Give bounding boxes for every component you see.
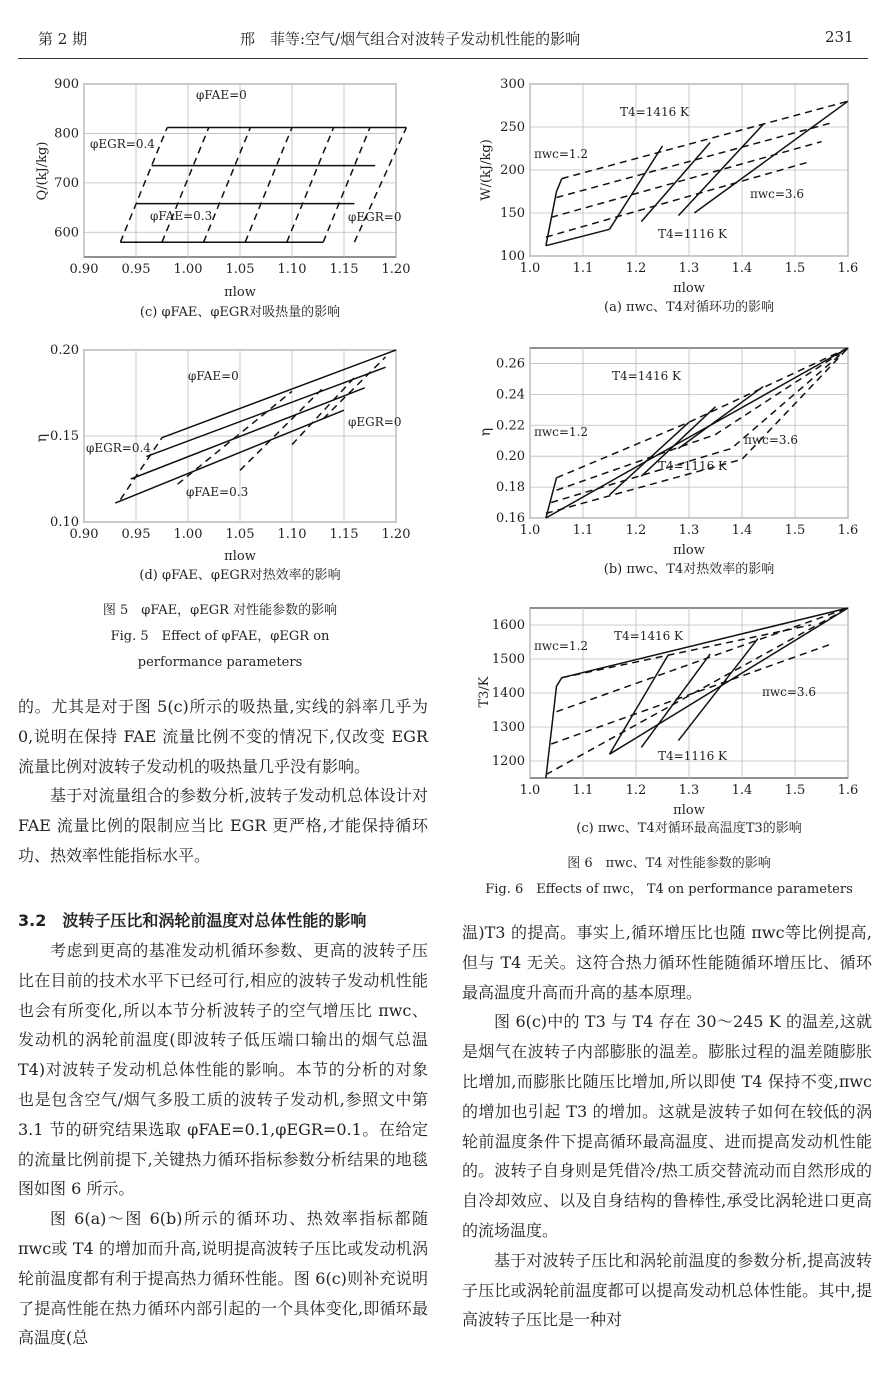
chart-5c (18, 76, 418, 326)
section-heading: 3.2 波转子压比和涡轮前温度对总体性能的影响 (18, 911, 367, 930)
y-tick-label: 600 (54, 225, 79, 241)
chart-6a-ylabel: W/(kJ/kg) (479, 139, 494, 201)
running-title: 邢 菲等:空气/烟气组合对波转子发动机性能的影响 (240, 30, 581, 48)
x-tick-label: 1.1 (572, 261, 594, 276)
series-line-6 (562, 101, 848, 178)
chart-6b-title: (b) πwc、T4对热效率的影响 (603, 562, 775, 577)
y-tick-label: 1300 (491, 720, 525, 735)
y-tick-label: 900 (54, 77, 79, 92)
y-tick-label: 1400 (491, 686, 525, 701)
chart-6c-xlabel: πlow (673, 803, 705, 818)
x-tick-label: 1.15 (329, 527, 359, 542)
x-tick-label: 0.95 (121, 262, 151, 277)
chart-6b-annotation-0: T4=1416 K (612, 369, 682, 383)
chart-6c-annotation-3: T4=1116 K (658, 749, 728, 763)
x-tick-label: 1.4 (731, 783, 753, 798)
right-paragraph-1: 温)T3 的提高。事实上,循环增压比也随 πwc等比例提高,但与 T4 无关。这符合热力循环性能随循环增压比、循环最高温度升高而升高的基本原理。 (462, 923, 872, 1002)
chart-5d-annotation-0: φFAE=0 (188, 369, 239, 383)
series-line-1 (546, 229, 610, 245)
x-tick-label: 1.0 (519, 523, 541, 538)
series-line-9 (562, 625, 811, 678)
x-tick-label: 1.4 (731, 261, 753, 276)
x-tick-label: 1.10 (277, 262, 307, 277)
chart-6c-ylabel: T3/K (477, 676, 492, 708)
chart-6a-xlabel: πlow (673, 281, 705, 296)
y-tick-label: 0.26 (496, 356, 525, 372)
chart-5c-annotation-0: φFAE=0 (196, 88, 247, 102)
x-tick-label: 0.90 (69, 527, 99, 542)
figure6-caption-en: Fig. 6 Effects of πwc， T4 on performance parameters (485, 882, 853, 897)
x-tick-label: 1.00 (173, 262, 203, 277)
x-tick-label: 1.10 (277, 527, 307, 542)
y-tick-label: 1200 (491, 754, 525, 769)
y-tick-label: 700 (54, 175, 79, 191)
x-tick-label: 1.20 (381, 527, 411, 542)
chart-6a (462, 74, 872, 324)
x-tick-label: 1.1 (572, 523, 594, 538)
y-tick-label: 0.10 (50, 515, 79, 530)
x-tick-label: 1.05 (225, 262, 255, 277)
figure5-caption (18, 598, 422, 676)
y-tick-label: 0.20 (496, 449, 525, 465)
figure5-caption-cn: 图 5 φFAE，φEGR 对性能参数的影响 (102, 603, 338, 618)
chart-6a-annotation-1: πwc=1.2 (534, 147, 589, 161)
chart-5d-annotation-2: φFAE=0.3 (186, 485, 249, 499)
x-tick-label: 0.95 (121, 527, 151, 542)
x-tick-label: 1.0 (519, 261, 541, 276)
y-tick-label: 1500 (491, 652, 525, 667)
y-tick-label: 0.15 (50, 429, 79, 444)
x-tick-label: 1.1 (572, 783, 594, 798)
y-tick-label: 150 (500, 206, 525, 221)
chart-5c-annotation-3: φEGR=0 (348, 210, 402, 224)
header-rule (18, 58, 868, 59)
y-tick-label: 200 (500, 163, 525, 178)
x-tick-label: 0.90 (69, 262, 99, 277)
y-tick-label: 300 (500, 77, 525, 92)
chart-5c-xlabel: πlow (224, 285, 256, 300)
right-paragraph-3: 基于对波转子压比和涡轮前温度的参数分析,提高波转子压比或涡轮前温度都可以提高发动机总体性能。其中,提高波转子压比是一种对 (462, 1250, 872, 1330)
y-tick-label: 0.22 (496, 418, 525, 434)
chart-5d (18, 342, 418, 592)
chart-5c-title: (c) φFAE、φEGR对吸热量的影响 (139, 305, 341, 320)
x-tick-label: 1.05 (225, 527, 255, 542)
left-column-top (18, 692, 428, 871)
x-tick-label: 1.3 (678, 261, 700, 276)
chart-5d-ylabel: η (34, 433, 50, 443)
chart-5c-annotation-1: φEGR=0.4 (90, 137, 155, 151)
chart-6b-ylabel: η (478, 427, 494, 437)
series-line-3 (641, 654, 710, 748)
chart-5c-ylabel: Q/(kJ/kg) (35, 141, 50, 201)
left-paragraph-3: 考虑到更高的基准发动机循环参数、更高的波转子压比在目前的技术水平下已经可行,相应的波转子发动机性能也会有所变化,所以本节分析波转子的空气增压比 πwc、发动机的涡轮前温度(即波转子低压端口输出的烟气总温 T4)对波转子发动机总体性能的影响。本节的分析的对象也是包含空气/烟气多股工质的波转子发动机,参照文中第 3.1 节的研究结果选取 φFAE=0.1,φEGR=0.1。在给定的流量比例前提下,关键热力循环指标参数分析结果的地毯图如图 6 所示。 (18, 941, 428, 1199)
chart-5d-title: (d) φFAE、φEGR对热效率的影响 (139, 568, 341, 583)
x-tick-label: 1.00 (173, 527, 203, 542)
chart-6a-annotation-3: T4=1116 K (658, 227, 728, 241)
series-line-6 (204, 128, 251, 243)
y-tick-label: 1600 (491, 618, 525, 633)
chart-6a-annotation-0: T4=1416 K (620, 105, 690, 119)
left-paragraph-2: 基于对流量组合的参数分析,波转子发动机总体设计对 FAE 流量比例的限制应当比 EGR 更严格,才能保持循环功、热效率性能指标水平。 (18, 786, 428, 865)
issue-label: 第 2 期 (38, 30, 88, 48)
chart-6a-title: (a) πwc、T4对循环功的影响 (604, 300, 774, 315)
series-line-10 (354, 128, 406, 243)
series-line-1 (546, 348, 848, 518)
chart-6a-annotation-2: πwc=3.6 (750, 187, 805, 201)
x-tick-label: 1.2 (625, 783, 647, 798)
chart-6c-annotation-2: πwc=3.6 (762, 685, 817, 699)
chart-6b-annotation-3: T4=1116 K (658, 459, 728, 473)
x-tick-label: 1.3 (678, 523, 700, 538)
left-paragraph-1: 的。尤其是对于图 5(c)所示的吸热量,实线的斜率几乎为 0,说明在保持 FAE 流量比例不变的情况下,仅改变 EGR 流量比例对波转子发动机的吸热量几乎没有影响。 (18, 697, 428, 776)
page-number: 231 (825, 28, 854, 46)
y-tick-label: 0.24 (496, 387, 525, 403)
figure5-caption-en-1: Fig. 5 Effect of φFAE，φEGR on (110, 629, 330, 644)
chart-6c (462, 604, 872, 844)
chart-6b (462, 340, 872, 585)
series-line-8 (551, 142, 821, 218)
x-tick-label: 1.6 (837, 261, 859, 276)
chart-6c-title: (c) πwc、T4对循环最高温度T3的影响 (576, 821, 802, 836)
y-tick-label: 0.20 (50, 343, 79, 358)
series-line-5 (162, 128, 209, 243)
y-tick-label: 0.18 (496, 480, 525, 496)
chart-5d-xlabel: πlow (224, 549, 256, 564)
chart-5c-annotation-2: φFAE=0.3 (150, 209, 213, 223)
x-tick-label: 1.2 (625, 261, 647, 276)
figure5-caption-en-2: performance parameters (137, 655, 303, 670)
chart-5d-annotation-1: φEGR=0.4 (86, 441, 151, 455)
series-line-1 (562, 608, 848, 678)
chart-5d-annotation-3: φEGR=0 (348, 415, 402, 429)
chart-6c-annotation-0: T4=1416 K (614, 629, 684, 643)
right-paragraph-2: 图 6(c)中的 T3 与 T4 存在 30～245 K 的温差,这就是烟气在波转子内部膨胀的温差。膨胀过程的温差随膨胀比增加,而膨胀比随压比增加,所以即使 T4 保持不变,πwc的增加也引起 T3 的增加。这就是波转子如何在较低的涡轮前温度条件下提高循环最高温度、进而提高发动机性能的。波转子自身则是凭借冷/热工质交替流动而自然形成的自冷却效应、以及自身结构的鲁棒性,承受比涡轮进口更高的流场温度。 (462, 1012, 872, 1240)
x-tick-label: 1.5 (784, 523, 806, 538)
chart-6b-annotation-1: πwc=1.2 (534, 425, 589, 439)
chart-6c-annotation-1: πwc=1.2 (534, 639, 589, 653)
x-tick-label: 1.3 (678, 783, 700, 798)
chart-6b-xlabel: πlow (673, 543, 705, 558)
series-line-2 (131, 388, 365, 479)
y-tick-label: 100 (500, 249, 525, 264)
left-column-bottom (18, 936, 428, 1353)
x-tick-label: 1.15 (329, 262, 359, 277)
left-paragraph-4: 图 6(a)～图 6(b)所示的循环功、热效率指标都随 πwc或 T4 的增加而升高,说明提高波转子压比或发动机涡轮前温度都有利于提高热力循环性能。图 6(c)则补充说明了提高性能在热力循环内部引起的一个具体变化,即循环最高温度(总 (18, 1209, 428, 1348)
x-tick-label: 1.4 (731, 523, 753, 538)
y-tick-label: 250 (500, 120, 525, 135)
right-column-text (462, 918, 872, 1335)
figure6-caption-cn: 图 6 πwc、T4 对性能参数的影响 (567, 856, 771, 871)
series-line-8 (287, 128, 334, 243)
x-tick-label: 1.0 (519, 783, 541, 798)
series-line-9 (323, 128, 370, 243)
x-tick-label: 1.20 (381, 262, 411, 277)
y-tick-label: 800 (54, 126, 79, 142)
x-tick-label: 1.2 (625, 523, 647, 538)
x-tick-label: 1.6 (837, 783, 859, 798)
series-line-7 (292, 378, 354, 445)
x-tick-label: 1.5 (784, 783, 806, 798)
x-tick-label: 1.5 (784, 261, 806, 276)
x-tick-label: 1.6 (837, 523, 859, 538)
series-line-0 (546, 179, 562, 246)
y-tick-label: 0.16 (496, 511, 525, 526)
series-line-7 (245, 128, 292, 243)
figure6-caption (462, 851, 876, 903)
chart-6b-annotation-2: πwc=3.6 (744, 433, 799, 447)
